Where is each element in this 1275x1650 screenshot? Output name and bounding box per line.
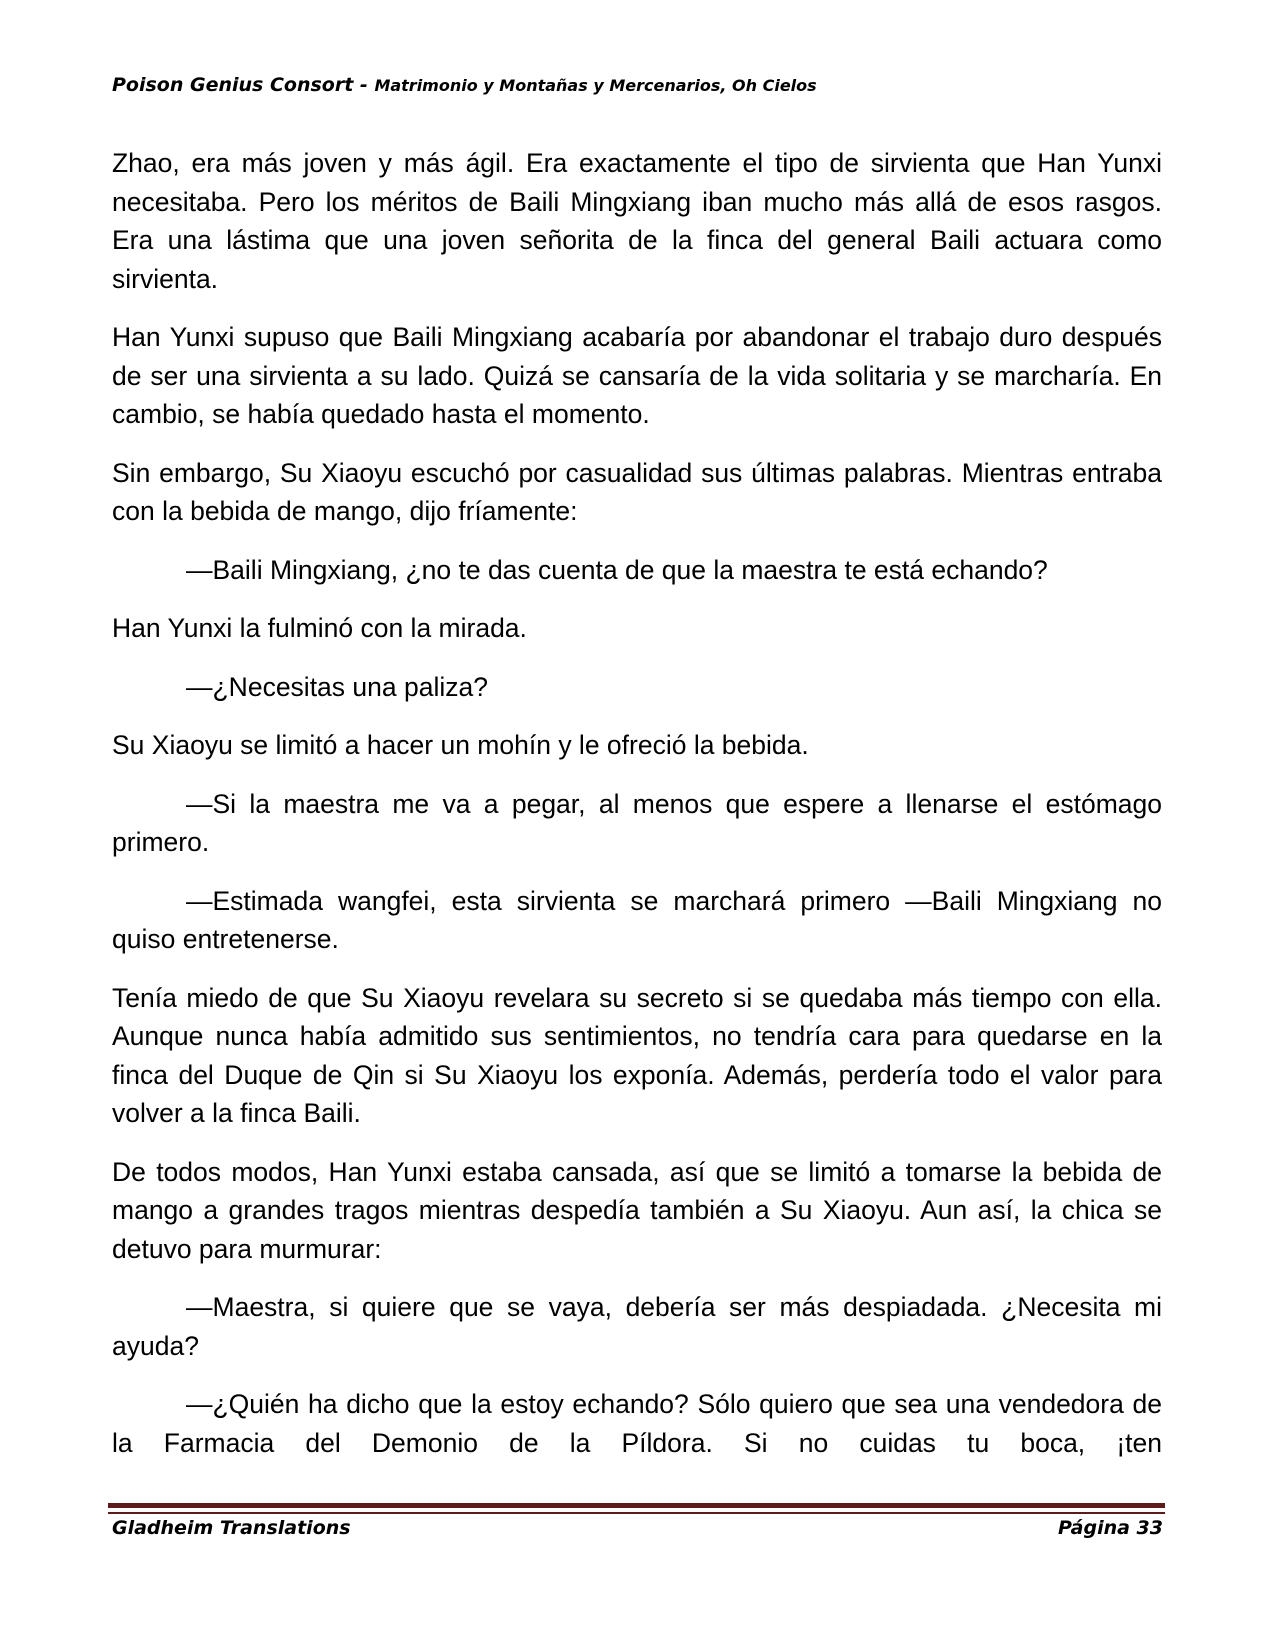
dialogue-paragraph: —Si la maestra me va a pegar, al menos que espere a llenarse el estómago primero.: [112, 788, 1162, 857]
dialogue-paragraph: —Baili Mingxiang, ¿no te das cuenta de que la maestra te está echando?: [186, 554, 1048, 585]
dialogue-paragraph: —Maestra, si quiere que se vaya, debería ser más despiadada. ¿Necesita mi ayuda?: [112, 1292, 1162, 1361]
footer-page-number: Página 33: [1057, 1517, 1163, 1539]
dialogue-paragraph: —Estimada wangfei, esta sirvienta se marchará primero —Baili Mingxiang no quiso entretenerse.: [112, 885, 1162, 954]
paragraph: Han Yunxi la fulminó con la mirada.: [112, 613, 527, 643]
dialogue-paragraph: —¿Necesitas una paliza?: [186, 671, 488, 702]
footer-rule-thin: [108, 1512, 1165, 1514]
paragraph: Zhao, era más joven y más ágil. Era exactamente el tipo de sirvienta que Han Yunxi necesitaba. Pero los méritos de Baili Mingxiang iban mucho más allá de esos rasgos. Era una lástima que una joven señorita de la finca del general Baili actuara como sirvienta.: [112, 148, 1162, 294]
paragraph: Han Yunxi supuso que Baili Mingxiang acabaría por abandonar el trabajo duro después de ser una sirvienta a su lado. Quizá se cansaría de la vida solitaria y se marcharía. En cambio, se había quedado hasta el momento.: [112, 322, 1162, 429]
footer-rule-thick: [108, 1503, 1165, 1508]
book-title: Poison Genius Consort: [112, 74, 354, 96]
dialogue-paragraph: —¿Quién ha dicho que la estoy echando? Sólo quiero que sea una vendedora de la Farmacia del Demonio de la Píldora. Si no cuidas tu boca, ¡ten: [112, 1389, 1162, 1458]
page-body: [112, 144, 1162, 1482]
paragraph: Su Xiaoyu se limitó a hacer un mohín y le ofreció la bebida.: [112, 730, 809, 760]
footer-publisher: Gladheim Translations: [112, 1517, 351, 1539]
page-header: [112, 74, 1162, 96]
header-separator: -: [353, 74, 375, 96]
chapter-title: Matrimonio y Montañas y Mercenarios, Oh Cielos: [374, 76, 817, 95]
paragraph: Sin embargo, Su Xiaoyu escuchó por casualidad sus últimas palabras. Mientras entraba con la bebida de mango, dijo fríamente:: [112, 457, 1162, 526]
paragraph: De todos modos, Han Yunxi estaba cansada, así que se limitó a tomarse la bebida de mango a grandes tragos mientras despedía también a Su Xiaoyu. Aun así, la chica se detuvo para murmurar:: [112, 1156, 1162, 1264]
paragraph: Tenía miedo de que Su Xiaoyu revelara su secreto si se quedaba más tiempo con ella. Aunque nunca había admitido sus sentimientos, no tendría cara para quedarse en la finca del Duque de Qin si Su Xiaoyu los exponía. Además, perdería todo el valor para volver a la finca Baili.: [112, 982, 1162, 1128]
